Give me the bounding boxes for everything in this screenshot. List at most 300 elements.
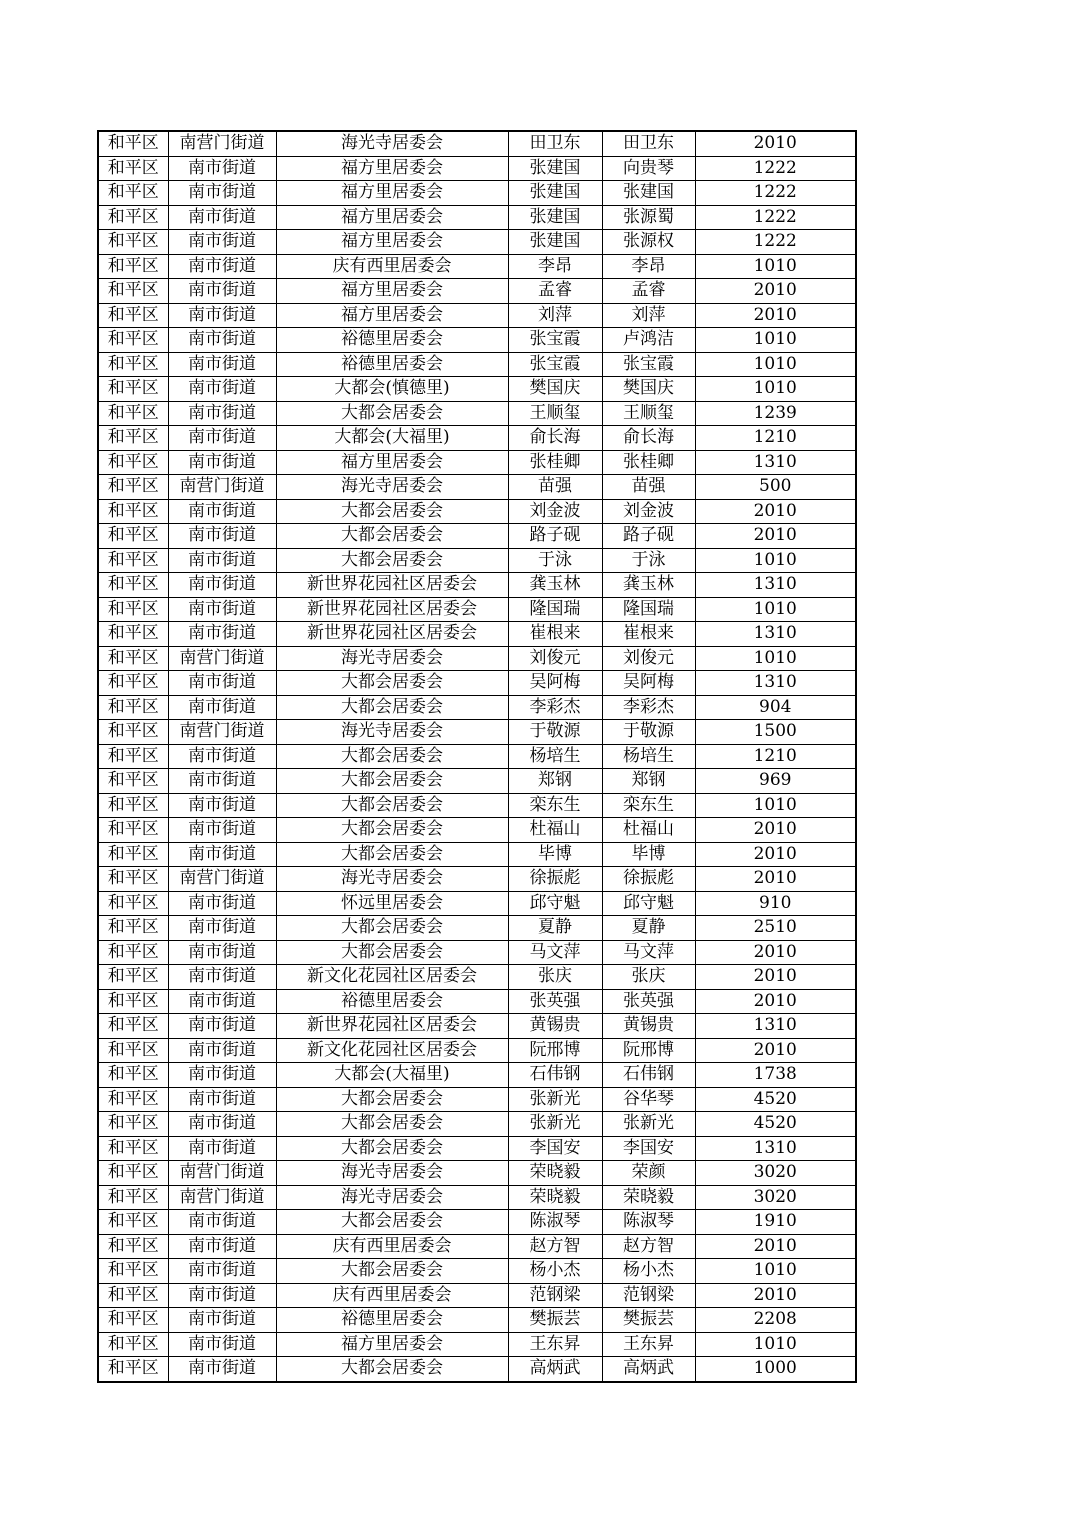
committee-cell: 大都会居委会 (276, 769, 508, 794)
applicant-cell: 王顺玺 (508, 401, 602, 426)
district-cell: 和平区 (98, 1063, 168, 1088)
member-cell: 张建国 (602, 181, 695, 206)
applicant-cell: 孟睿 (508, 279, 602, 304)
applicant-cell: 荣晓毅 (508, 1161, 602, 1186)
committee-cell: 大都会居委会 (276, 671, 508, 696)
member-cell: 荣晓毅 (602, 1185, 695, 1210)
district-cell: 和平区 (98, 573, 168, 598)
amount-cell: 1310 (695, 622, 856, 647)
committee-cell: 新文化花园社区居委会 (276, 1038, 508, 1063)
district-cell: 和平区 (98, 254, 168, 279)
applicant-cell: 陈淑琴 (508, 1210, 602, 1235)
table-row (98, 401, 856, 426)
member-cell: 路子砚 (602, 524, 695, 549)
table-row (98, 1210, 856, 1235)
applicant-cell: 张庆 (508, 965, 602, 990)
member-cell: 赵方智 (602, 1234, 695, 1259)
table-row (98, 426, 856, 451)
amount-cell: 2010 (695, 279, 856, 304)
street-cell: 南营门街道 (168, 867, 276, 892)
street-cell: 南市街道 (168, 671, 276, 696)
committee-cell: 新世界花园社区居委会 (276, 573, 508, 598)
applicant-cell: 张新光 (508, 1087, 602, 1112)
table-row (98, 965, 856, 990)
amount-cell: 2010 (695, 1038, 856, 1063)
street-cell: 南市街道 (168, 573, 276, 598)
member-cell: 刘金波 (602, 499, 695, 524)
member-cell: 邱守魁 (602, 891, 695, 916)
table-row (98, 548, 856, 573)
amount-cell: 2010 (695, 303, 856, 328)
table-row (98, 646, 856, 671)
amount-cell: 904 (695, 695, 856, 720)
amount-cell: 2010 (695, 1283, 856, 1308)
amount-cell: 1222 (695, 181, 856, 206)
member-cell: 孟睿 (602, 279, 695, 304)
applicant-cell: 栾东生 (508, 793, 602, 818)
street-cell: 南市街道 (168, 1112, 276, 1137)
street-cell: 南市街道 (168, 1283, 276, 1308)
amount-cell: 2010 (695, 131, 856, 156)
committee-cell: 福方里居委会 (276, 181, 508, 206)
applicant-cell: 吴阿梅 (508, 671, 602, 696)
district-cell: 和平区 (98, 303, 168, 328)
district-cell: 和平区 (98, 671, 168, 696)
district-cell: 和平区 (98, 1259, 168, 1284)
applicant-cell: 石伟钢 (508, 1063, 602, 1088)
committee-cell: 新世界花园社区居委会 (276, 622, 508, 647)
table-row (98, 1357, 856, 1382)
member-cell: 张英强 (602, 989, 695, 1014)
street-cell: 南市街道 (168, 303, 276, 328)
amount-cell: 1222 (695, 205, 856, 230)
district-cell: 和平区 (98, 401, 168, 426)
applicant-cell: 张宝霞 (508, 328, 602, 353)
member-cell: 李国安 (602, 1136, 695, 1161)
table-row (98, 1087, 856, 1112)
street-cell: 南市街道 (168, 1308, 276, 1333)
applicant-cell: 李国安 (508, 1136, 602, 1161)
applicant-cell: 于泳 (508, 548, 602, 573)
district-cell: 和平区 (98, 475, 168, 500)
district-cell: 和平区 (98, 622, 168, 647)
member-cell: 刘萍 (602, 303, 695, 328)
committee-cell: 福方里居委会 (276, 205, 508, 230)
district-cell: 和平区 (98, 1308, 168, 1333)
committee-cell: 怀远里居委会 (276, 891, 508, 916)
district-cell: 和平区 (98, 744, 168, 769)
table-row (98, 891, 856, 916)
district-cell: 和平区 (98, 720, 168, 745)
member-cell: 荣颜 (602, 1161, 695, 1186)
street-cell: 南市街道 (168, 254, 276, 279)
street-cell: 南市街道 (168, 695, 276, 720)
applicant-cell: 张建国 (508, 156, 602, 181)
amount-cell: 2010 (695, 965, 856, 990)
amount-cell: 1310 (695, 1136, 856, 1161)
table-row (98, 695, 856, 720)
data-table (97, 130, 857, 1383)
amount-cell: 3020 (695, 1161, 856, 1186)
street-cell: 南市街道 (168, 1357, 276, 1382)
amount-cell: 1310 (695, 573, 856, 598)
member-cell: 隆国瑞 (602, 597, 695, 622)
member-cell: 张桂卿 (602, 450, 695, 475)
applicant-cell: 张英强 (508, 989, 602, 1014)
table-row (98, 1063, 856, 1088)
applicant-cell: 崔根来 (508, 622, 602, 647)
applicant-cell: 刘俊元 (508, 646, 602, 671)
member-cell: 栾东生 (602, 793, 695, 818)
district-cell: 和平区 (98, 842, 168, 867)
committee-cell: 大都会居委会 (276, 916, 508, 941)
table-row (98, 205, 856, 230)
member-cell: 张源权 (602, 230, 695, 255)
district-cell: 和平区 (98, 352, 168, 377)
committee-cell: 大都会(慎德里) (276, 377, 508, 402)
applicant-cell: 张建国 (508, 230, 602, 255)
committee-cell: 福方里居委会 (276, 156, 508, 181)
district-cell: 和平区 (98, 1038, 168, 1063)
committee-cell: 大都会居委会 (276, 744, 508, 769)
district-cell: 和平区 (98, 989, 168, 1014)
amount-cell: 1010 (695, 352, 856, 377)
district-cell: 和平区 (98, 450, 168, 475)
district-cell: 和平区 (98, 1234, 168, 1259)
street-cell: 南市街道 (168, 426, 276, 451)
applicant-cell: 李彩杰 (508, 695, 602, 720)
district-cell: 和平区 (98, 1332, 168, 1357)
table-row (98, 450, 856, 475)
committee-cell: 大都会居委会 (276, 1210, 508, 1235)
street-cell: 南营门街道 (168, 1185, 276, 1210)
street-cell: 南市街道 (168, 597, 276, 622)
table-row (98, 1038, 856, 1063)
committee-cell: 大都会(大福里) (276, 1063, 508, 1088)
amount-cell: 1222 (695, 230, 856, 255)
member-cell: 苗强 (602, 475, 695, 500)
district-cell: 和平区 (98, 377, 168, 402)
committee-cell: 庆有西里居委会 (276, 254, 508, 279)
applicant-cell: 俞长海 (508, 426, 602, 451)
district-cell: 和平区 (98, 965, 168, 990)
applicant-cell: 高炳武 (508, 1357, 602, 1382)
applicant-cell: 邱守魁 (508, 891, 602, 916)
applicant-cell: 樊振芸 (508, 1308, 602, 1333)
table-row (98, 131, 856, 156)
street-cell: 南市街道 (168, 279, 276, 304)
member-cell: 田卫东 (602, 131, 695, 156)
applicant-cell: 张建国 (508, 205, 602, 230)
table-row (98, 1332, 856, 1357)
table-row (98, 671, 856, 696)
committee-cell: 裕德里居委会 (276, 352, 508, 377)
member-cell: 陈淑琴 (602, 1210, 695, 1235)
applicant-cell: 夏静 (508, 916, 602, 941)
street-cell: 南市街道 (168, 891, 276, 916)
member-cell: 阮邢博 (602, 1038, 695, 1063)
street-cell: 南市街道 (168, 352, 276, 377)
member-cell: 李彩杰 (602, 695, 695, 720)
amount-cell: 2010 (695, 499, 856, 524)
member-cell: 卢鸿洁 (602, 328, 695, 353)
member-cell: 石伟钢 (602, 1063, 695, 1088)
amount-cell: 1010 (695, 793, 856, 818)
amount-cell: 2010 (695, 842, 856, 867)
committee-cell: 大都会居委会 (276, 1259, 508, 1284)
committee-cell: 海光寺居委会 (276, 131, 508, 156)
table-row (98, 181, 856, 206)
district-cell: 和平区 (98, 916, 168, 941)
table-row (98, 1308, 856, 1333)
member-cell: 于泳 (602, 548, 695, 573)
applicant-cell: 路子砚 (508, 524, 602, 549)
district-cell: 和平区 (98, 524, 168, 549)
street-cell: 南市街道 (168, 940, 276, 965)
member-cell: 张宝霞 (602, 352, 695, 377)
street-cell: 南市街道 (168, 181, 276, 206)
district-cell: 和平区 (98, 867, 168, 892)
district-cell: 和平区 (98, 426, 168, 451)
table-row (98, 254, 856, 279)
member-cell: 夏静 (602, 916, 695, 941)
amount-cell: 910 (695, 891, 856, 916)
table-row (98, 867, 856, 892)
committee-cell: 福方里居委会 (276, 303, 508, 328)
applicant-cell: 张建国 (508, 181, 602, 206)
applicant-cell: 张桂卿 (508, 450, 602, 475)
committee-cell: 福方里居委会 (276, 279, 508, 304)
committee-cell: 福方里居委会 (276, 230, 508, 255)
street-cell: 南市街道 (168, 622, 276, 647)
district-cell: 和平区 (98, 597, 168, 622)
applicant-cell: 黄锡贵 (508, 1014, 602, 1039)
member-cell: 谷华琴 (602, 1087, 695, 1112)
street-cell: 南市街道 (168, 965, 276, 990)
committee-cell: 大都会居委会 (276, 1087, 508, 1112)
member-cell: 范钢梁 (602, 1283, 695, 1308)
member-cell: 杨培生 (602, 744, 695, 769)
table-row (98, 769, 856, 794)
table-row (98, 989, 856, 1014)
district-cell: 和平区 (98, 328, 168, 353)
member-cell: 龚玉林 (602, 573, 695, 598)
applicant-cell: 荣晓毅 (508, 1185, 602, 1210)
street-cell: 南市街道 (168, 793, 276, 818)
table-row (98, 377, 856, 402)
amount-cell: 2010 (695, 867, 856, 892)
district-cell: 和平区 (98, 1185, 168, 1210)
table-row (98, 1112, 856, 1137)
street-cell: 南市街道 (168, 156, 276, 181)
spreadsheet-page (97, 130, 855, 1383)
amount-cell: 2010 (695, 818, 856, 843)
street-cell: 南市街道 (168, 1210, 276, 1235)
table-row (98, 622, 856, 647)
street-cell: 南市街道 (168, 1014, 276, 1039)
district-cell: 和平区 (98, 1210, 168, 1235)
amount-cell: 1310 (695, 450, 856, 475)
district-cell: 和平区 (98, 1357, 168, 1382)
member-cell: 王顺玺 (602, 401, 695, 426)
street-cell: 南市街道 (168, 1087, 276, 1112)
district-cell: 和平区 (98, 181, 168, 206)
amount-cell: 1500 (695, 720, 856, 745)
table-row (98, 940, 856, 965)
member-cell: 郑钢 (602, 769, 695, 794)
committee-cell: 海光寺居委会 (276, 720, 508, 745)
member-cell: 张新光 (602, 1112, 695, 1137)
committee-cell: 大都会居委会 (276, 499, 508, 524)
applicant-cell: 田卫东 (508, 131, 602, 156)
district-cell: 和平区 (98, 499, 168, 524)
street-cell: 南市街道 (168, 548, 276, 573)
table-row (98, 475, 856, 500)
amount-cell: 1010 (695, 377, 856, 402)
committee-cell: 大都会居委会 (276, 1112, 508, 1137)
applicant-cell: 徐振彪 (508, 867, 602, 892)
table-row (98, 352, 856, 377)
amount-cell: 1010 (695, 1259, 856, 1284)
member-cell: 毕博 (602, 842, 695, 867)
amount-cell: 1010 (695, 646, 856, 671)
street-cell: 南市街道 (168, 818, 276, 843)
applicant-cell: 李昂 (508, 254, 602, 279)
street-cell: 南市街道 (168, 450, 276, 475)
district-cell: 和平区 (98, 1112, 168, 1137)
amount-cell: 1910 (695, 1210, 856, 1235)
table-row (98, 303, 856, 328)
committee-cell: 海光寺居委会 (276, 1161, 508, 1186)
street-cell: 南市街道 (168, 230, 276, 255)
committee-cell: 大都会(大福里) (276, 426, 508, 451)
member-cell: 俞长海 (602, 426, 695, 451)
district-cell: 和平区 (98, 940, 168, 965)
applicant-cell: 马文萍 (508, 940, 602, 965)
table-row (98, 744, 856, 769)
amount-cell: 1010 (695, 597, 856, 622)
table-row (98, 279, 856, 304)
committee-cell: 新世界花园社区居委会 (276, 1014, 508, 1039)
district-cell: 和平区 (98, 793, 168, 818)
amount-cell: 1210 (695, 744, 856, 769)
amount-cell: 1000 (695, 1357, 856, 1382)
street-cell: 南市街道 (168, 205, 276, 230)
member-cell: 黄锡贵 (602, 1014, 695, 1039)
amount-cell: 1010 (695, 1332, 856, 1357)
amount-cell: 1222 (695, 156, 856, 181)
table-row (98, 818, 856, 843)
applicant-cell: 隆国瑞 (508, 597, 602, 622)
district-cell: 和平区 (98, 548, 168, 573)
applicant-cell: 杨小杰 (508, 1259, 602, 1284)
district-cell: 和平区 (98, 646, 168, 671)
district-cell: 和平区 (98, 131, 168, 156)
member-cell: 李昂 (602, 254, 695, 279)
applicant-cell: 杜福山 (508, 818, 602, 843)
amount-cell: 4520 (695, 1087, 856, 1112)
street-cell: 南市街道 (168, 1136, 276, 1161)
street-cell: 南市街道 (168, 328, 276, 353)
street-cell: 南市街道 (168, 401, 276, 426)
table-row (98, 1234, 856, 1259)
street-cell: 南市街道 (168, 499, 276, 524)
member-cell: 杨小杰 (602, 1259, 695, 1284)
applicant-cell: 苗强 (508, 475, 602, 500)
committee-cell: 大都会居委会 (276, 695, 508, 720)
district-cell: 和平区 (98, 1087, 168, 1112)
committee-cell: 庆有西里居委会 (276, 1234, 508, 1259)
amount-cell: 2010 (695, 524, 856, 549)
committee-cell: 大都会居委会 (276, 818, 508, 843)
member-cell: 张源蜀 (602, 205, 695, 230)
street-cell: 南营门街道 (168, 475, 276, 500)
member-cell: 于敬源 (602, 720, 695, 745)
street-cell: 南市街道 (168, 524, 276, 549)
applicant-cell: 张宝霞 (508, 352, 602, 377)
table-row (98, 328, 856, 353)
applicant-cell: 范钢梁 (508, 1283, 602, 1308)
committee-cell: 海光寺居委会 (276, 475, 508, 500)
amount-cell: 1738 (695, 1063, 856, 1088)
committee-cell: 庆有西里居委会 (276, 1283, 508, 1308)
amount-cell: 1010 (695, 328, 856, 353)
amount-cell: 1239 (695, 401, 856, 426)
table-row (98, 1283, 856, 1308)
table-row (98, 597, 856, 622)
member-cell: 高炳武 (602, 1357, 695, 1382)
amount-cell: 3020 (695, 1185, 856, 1210)
committee-cell: 海光寺居委会 (276, 646, 508, 671)
committee-cell: 新文化花园社区居委会 (276, 965, 508, 990)
committee-cell: 海光寺居委会 (276, 1185, 508, 1210)
amount-cell: 2010 (695, 1234, 856, 1259)
amount-cell: 1010 (695, 254, 856, 279)
member-cell: 张庆 (602, 965, 695, 990)
street-cell: 南市街道 (168, 1234, 276, 1259)
table-row (98, 499, 856, 524)
table-row (98, 230, 856, 255)
amount-cell: 500 (695, 475, 856, 500)
applicant-cell: 龚玉林 (508, 573, 602, 598)
street-cell: 南市街道 (168, 1259, 276, 1284)
amount-cell: 969 (695, 769, 856, 794)
member-cell: 崔根来 (602, 622, 695, 647)
district-cell: 和平区 (98, 769, 168, 794)
applicant-cell: 樊国庆 (508, 377, 602, 402)
amount-cell: 4520 (695, 1112, 856, 1137)
district-cell: 和平区 (98, 279, 168, 304)
street-cell: 南营门街道 (168, 131, 276, 156)
committee-cell: 裕德里居委会 (276, 989, 508, 1014)
applicant-cell: 阮邢博 (508, 1038, 602, 1063)
district-cell: 和平区 (98, 1136, 168, 1161)
district-cell: 和平区 (98, 695, 168, 720)
committee-cell: 裕德里居委会 (276, 1308, 508, 1333)
applicant-cell: 于敬源 (508, 720, 602, 745)
table-row (98, 1259, 856, 1284)
committee-cell: 大都会居委会 (276, 793, 508, 818)
amount-cell: 1310 (695, 671, 856, 696)
applicant-cell: 杨培生 (508, 744, 602, 769)
street-cell: 南市街道 (168, 769, 276, 794)
applicant-cell: 毕博 (508, 842, 602, 867)
table-row (98, 1136, 856, 1161)
committee-cell: 大都会居委会 (276, 940, 508, 965)
committee-cell: 福方里居委会 (276, 1332, 508, 1357)
amount-cell: 2010 (695, 989, 856, 1014)
district-cell: 和平区 (98, 1014, 168, 1039)
